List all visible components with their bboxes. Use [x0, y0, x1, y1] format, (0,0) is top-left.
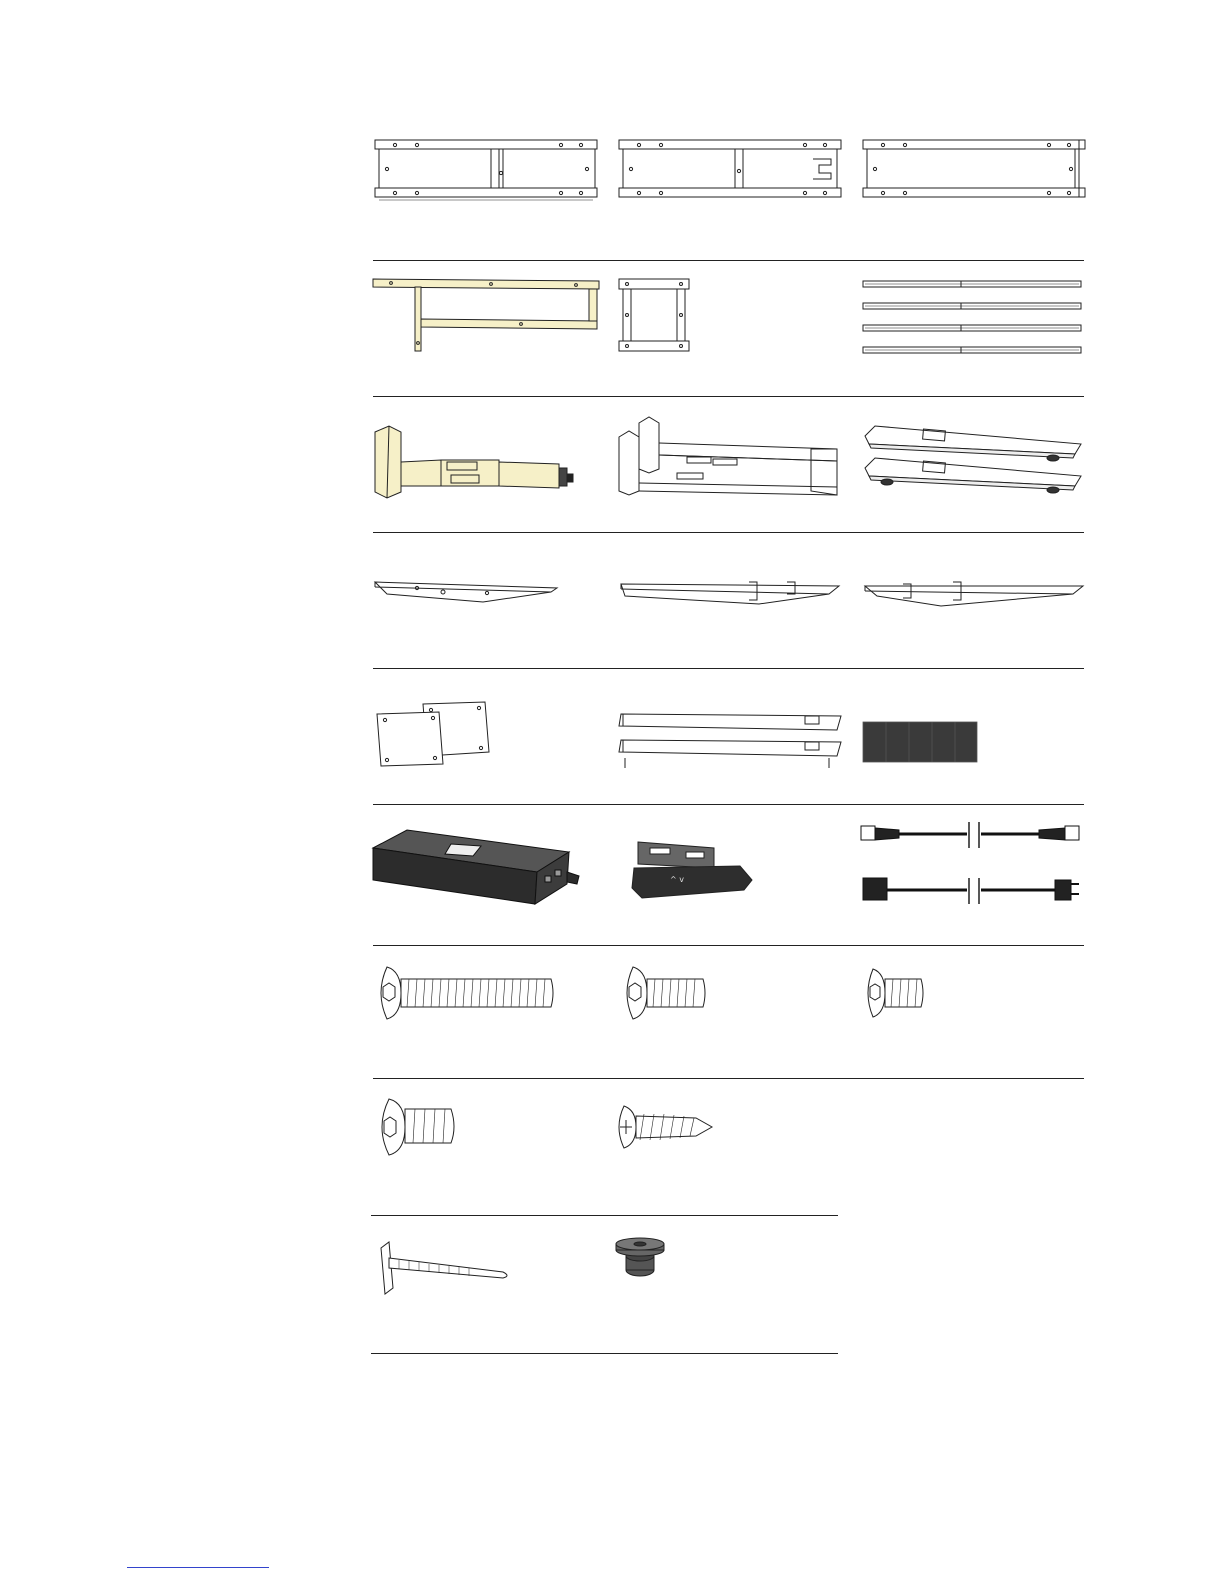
row-divider-7	[373, 1078, 1084, 1079]
frame-section-b-drawing	[617, 135, 843, 210]
lifting-column-pair-drawing	[615, 413, 847, 497]
mounting-plate-frame-drawing	[617, 275, 693, 357]
cross-rails-set-drawing	[861, 278, 1085, 358]
cable-tie-mount-drawing	[375, 1238, 513, 1298]
cables-pair-drawing	[859, 818, 1085, 914]
handset-controller-drawing	[630, 838, 760, 904]
footer-link-underline[interactable]	[127, 1567, 269, 1568]
foam-pad-drawing	[861, 720, 981, 764]
row-divider-2	[373, 396, 1084, 397]
row-divider-5	[373, 804, 1084, 805]
row-divider-8	[371, 1215, 838, 1216]
row-divider-9	[371, 1353, 838, 1354]
row-divider-6	[373, 945, 1084, 946]
feet-pair-drawing	[861, 420, 1087, 500]
side-frame-bracket-drawing	[371, 275, 601, 355]
bolt-stub-drawing	[373, 1097, 459, 1157]
lifting-column-drawing	[371, 420, 581, 500]
square-plates-pair-drawing	[373, 700, 493, 768]
bolt-short-drawing	[861, 967, 929, 1019]
support-arm-c-drawing	[861, 578, 1087, 610]
support-arm-b-drawing	[617, 578, 843, 608]
bolt-medium-drawing	[619, 965, 709, 1021]
support-arm-a-drawing	[371, 578, 561, 604]
frame-section-a-drawing	[373, 135, 599, 210]
tapping-screw-drawing	[612, 1102, 716, 1152]
long-beams-pair-drawing	[615, 710, 845, 772]
row-divider-3	[373, 532, 1084, 533]
rubber-grommet-drawing	[612, 1234, 668, 1284]
svg-text:^ v: ^ v	[670, 875, 684, 884]
row-divider-1	[373, 260, 1084, 261]
frame-section-c-drawing	[861, 135, 1087, 210]
control-box-drawing	[371, 828, 583, 908]
row-divider-4	[373, 668, 1084, 669]
bolt-long-drawing	[373, 965, 557, 1021]
